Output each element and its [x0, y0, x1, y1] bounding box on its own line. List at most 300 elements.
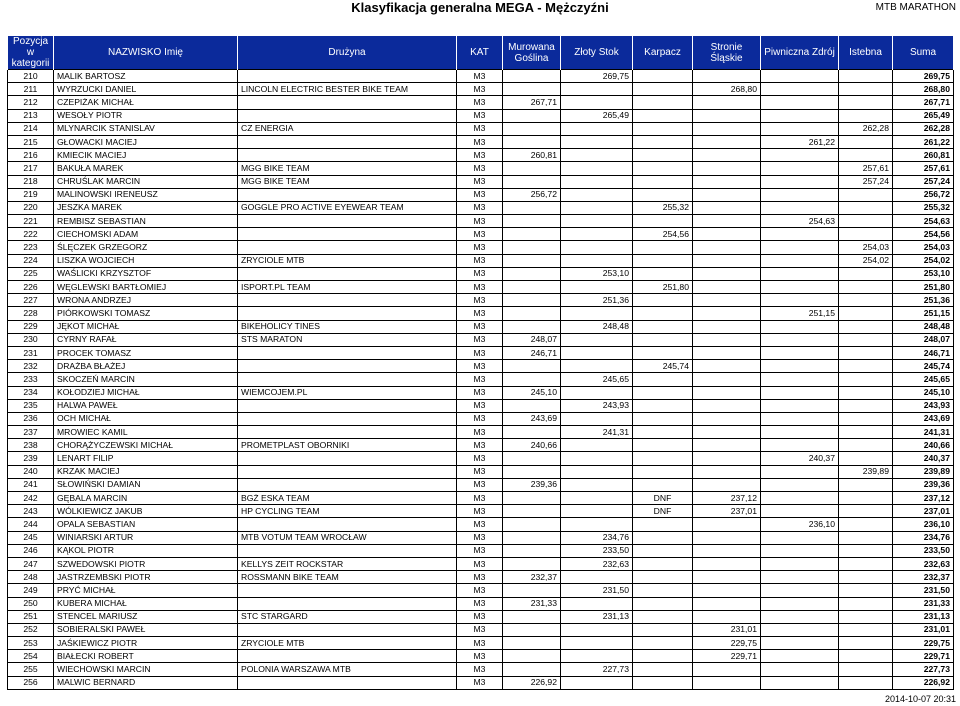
table-cell — [503, 663, 561, 676]
table-cell — [633, 584, 693, 597]
table-row — [8, 505, 954, 518]
table-cell: KMIECIK MACIEJ — [54, 149, 238, 162]
table-cell — [693, 254, 761, 267]
table-cell: 250 — [8, 597, 54, 610]
table-cell: 233,50 — [893, 544, 954, 557]
table-cell: 246,71 — [893, 346, 954, 359]
table-cell: WYRZUCKI DANIEL — [54, 83, 238, 96]
table-cell — [633, 188, 693, 201]
table-cell: 237,12 — [693, 492, 761, 505]
table-cell: M3 — [457, 294, 503, 307]
table-cell — [693, 531, 761, 544]
table-cell: 248,48 — [561, 320, 633, 333]
table-cell — [761, 584, 839, 597]
table-cell — [503, 254, 561, 267]
table-cell — [761, 267, 839, 280]
table-cell: WĘGLEWSKI BARTŁOMIEJ — [54, 281, 238, 294]
table-cell: 243,93 — [893, 399, 954, 412]
table-cell — [238, 241, 457, 254]
table-cell — [761, 175, 839, 188]
table-cell: 248 — [8, 571, 54, 584]
table-row — [8, 399, 954, 412]
table-cell: PRYĆ MICHAŁ — [54, 584, 238, 597]
table-cell — [561, 412, 633, 425]
table-cell: 254,02 — [893, 254, 954, 267]
table-cell: WIECHOWSKI MARCIN — [54, 663, 238, 676]
table-cell: 254,56 — [893, 228, 954, 241]
table-cell: CHRUŚLAK MARCIN — [54, 175, 238, 188]
table-cell — [238, 399, 457, 412]
table-cell — [761, 333, 839, 346]
table-cell — [693, 228, 761, 241]
column-header: Piwniczna Zdrój — [761, 36, 839, 70]
table-cell: 267,71 — [893, 96, 954, 109]
table-cell: 261,22 — [761, 135, 839, 148]
table-cell — [238, 307, 457, 320]
table-cell: 239,89 — [839, 465, 893, 478]
table-cell — [761, 439, 839, 452]
table-cell — [238, 452, 457, 465]
table-cell — [761, 412, 839, 425]
table-row — [8, 254, 954, 267]
table-cell: JĘKOT MICHAŁ — [54, 320, 238, 333]
table-cell: PIÓRKOWSKI TOMASZ — [54, 307, 238, 320]
table-cell — [693, 96, 761, 109]
table-row — [8, 360, 954, 373]
table-cell: 237 — [8, 426, 54, 439]
column-header: Drużyna — [238, 36, 457, 70]
table-row — [8, 281, 954, 294]
table-row — [8, 307, 954, 320]
table-cell: PROMETPLAST OBORNIKI — [238, 439, 457, 452]
table-cell: M3 — [457, 281, 503, 294]
table-cell: WÓLKIEWICZ JAKUB — [54, 505, 238, 518]
table-cell — [238, 188, 457, 201]
table-cell — [761, 188, 839, 201]
table-cell: KELLYS ZEIT ROCKSTAR — [238, 557, 457, 570]
table-cell — [761, 465, 839, 478]
table-cell: 256,72 — [893, 188, 954, 201]
table-cell: ŚLĘCZEK GRZEGORZ — [54, 241, 238, 254]
table-cell — [633, 412, 693, 425]
table-cell — [633, 162, 693, 175]
column-header: Murowana Goślina — [503, 36, 561, 70]
table-cell — [633, 96, 693, 109]
table-cell: 224 — [8, 254, 54, 267]
table-cell: HALWA PAWEŁ — [54, 399, 238, 412]
table-cell: STC STARGARD — [238, 610, 457, 623]
table-cell — [761, 96, 839, 109]
table-cell — [561, 637, 633, 650]
table-cell: M3 — [457, 531, 503, 544]
table-cell: M3 — [457, 623, 503, 636]
table-cell — [238, 360, 457, 373]
column-header: Pozycja w kategorii — [8, 36, 54, 70]
table-cell — [693, 122, 761, 135]
table-cell: 261,22 — [893, 135, 954, 148]
table-cell — [561, 360, 633, 373]
table-cell — [839, 267, 893, 280]
table-cell: 211 — [8, 83, 54, 96]
table-cell — [839, 109, 893, 122]
table-cell — [761, 254, 839, 267]
table-cell — [633, 70, 693, 83]
table-cell — [561, 676, 633, 689]
table-row — [8, 175, 954, 188]
table-cell — [503, 452, 561, 465]
table-cell — [503, 610, 561, 623]
table-cell — [839, 571, 893, 584]
table-cell — [761, 676, 839, 689]
table-cell — [761, 557, 839, 570]
table-cell: 245,10 — [503, 386, 561, 399]
table-cell — [839, 215, 893, 228]
table-cell — [633, 637, 693, 650]
table-row — [8, 320, 954, 333]
table-cell — [761, 241, 839, 254]
table-cell — [839, 228, 893, 241]
table-row — [8, 492, 954, 505]
table-cell — [238, 109, 457, 122]
table-cell: 212 — [8, 96, 54, 109]
table-row — [8, 637, 954, 650]
table-cell: 237,01 — [693, 505, 761, 518]
table-cell — [633, 373, 693, 386]
table-cell — [839, 557, 893, 570]
table-cell: 230 — [8, 333, 54, 346]
table-cell — [633, 544, 693, 557]
table-cell: CZ ENERGIA — [238, 122, 457, 135]
table-cell — [839, 610, 893, 623]
table-cell — [839, 623, 893, 636]
table-cell — [561, 333, 633, 346]
table-cell: 233,50 — [561, 544, 633, 557]
table-cell — [761, 346, 839, 359]
table-row — [8, 465, 954, 478]
table-cell: M3 — [457, 412, 503, 425]
column-header: Karpacz — [633, 36, 693, 70]
table-cell: M3 — [457, 307, 503, 320]
table-cell — [693, 149, 761, 162]
table-cell — [633, 426, 693, 439]
table-cell — [238, 544, 457, 557]
table-cell: 262,28 — [839, 122, 893, 135]
brand-label: MTB MARATHON — [875, 2, 956, 13]
table-cell — [633, 241, 693, 254]
table-cell: M3 — [457, 505, 503, 518]
table-cell: MLYNARCIK STANISLAV — [54, 122, 238, 135]
table-cell: 260,81 — [503, 149, 561, 162]
table-cell: BIKEHOLICY TINES — [238, 320, 457, 333]
table-cell: 232,63 — [561, 557, 633, 570]
table-cell: 239,36 — [503, 478, 561, 491]
table-cell: M3 — [457, 96, 503, 109]
table-row — [8, 584, 954, 597]
table-cell — [633, 307, 693, 320]
table-cell — [503, 320, 561, 333]
table-cell: M3 — [457, 610, 503, 623]
table-cell — [839, 281, 893, 294]
table-cell — [633, 399, 693, 412]
table-cell — [761, 373, 839, 386]
table-cell — [561, 439, 633, 452]
table-cell: 240,66 — [893, 439, 954, 452]
table-cell — [839, 360, 893, 373]
table-row — [8, 557, 954, 570]
table-cell — [238, 676, 457, 689]
table-cell — [503, 623, 561, 636]
table-cell — [503, 531, 561, 544]
table-cell — [761, 650, 839, 663]
table-cell — [561, 346, 633, 359]
table-cell — [693, 215, 761, 228]
table-cell — [561, 254, 633, 267]
table-cell: 253,10 — [893, 267, 954, 280]
table-cell: 251,80 — [893, 281, 954, 294]
table-cell — [561, 135, 633, 148]
table-cell: M3 — [457, 109, 503, 122]
table-row — [8, 135, 954, 148]
table-cell: 229,75 — [693, 637, 761, 650]
table-cell: 239 — [8, 452, 54, 465]
table-cell — [693, 360, 761, 373]
table-cell: KĄKOL PIOTR — [54, 544, 238, 557]
table-cell — [693, 267, 761, 280]
table-cell: 247 — [8, 557, 54, 570]
table-row — [8, 346, 954, 359]
table-cell: 252 — [8, 623, 54, 636]
table-cell — [633, 149, 693, 162]
table-cell: 241 — [8, 478, 54, 491]
table-cell — [561, 228, 633, 241]
table-cell: KUBERA MICHAŁ — [54, 597, 238, 610]
table-row — [8, 452, 954, 465]
table-cell: M3 — [457, 254, 503, 267]
table-row — [8, 201, 954, 214]
table-cell — [839, 439, 893, 452]
column-header: Istebna — [839, 36, 893, 70]
table-cell — [839, 584, 893, 597]
table-cell — [839, 188, 893, 201]
table-cell — [693, 610, 761, 623]
table-cell — [561, 518, 633, 531]
table-cell — [839, 637, 893, 650]
table-cell — [633, 333, 693, 346]
table-cell: BIAŁECKI ROBERT — [54, 650, 238, 663]
table-cell: 232,37 — [893, 571, 954, 584]
table-cell: 245,65 — [561, 373, 633, 386]
table-cell: MGG BIKE TEAM — [238, 175, 457, 188]
table-cell: DNF — [633, 505, 693, 518]
table-cell: 229,71 — [893, 650, 954, 663]
table-cell: BGŻ ESKA TEAM — [238, 492, 457, 505]
table-cell: M3 — [457, 122, 503, 135]
table-cell — [839, 83, 893, 96]
table-cell — [503, 360, 561, 373]
table-cell — [693, 439, 761, 452]
table-cell: 229 — [8, 320, 54, 333]
table-cell — [503, 492, 561, 505]
table-row — [8, 294, 954, 307]
table-cell — [693, 346, 761, 359]
table-cell: 245,74 — [893, 360, 954, 373]
table-cell: 251,15 — [893, 307, 954, 320]
table-cell: 256 — [8, 676, 54, 689]
table-cell: 220 — [8, 201, 54, 214]
table-cell — [561, 452, 633, 465]
table-cell: M3 — [457, 373, 503, 386]
table-cell — [839, 544, 893, 557]
table-cell — [761, 610, 839, 623]
table-cell — [238, 518, 457, 531]
table-cell: 243,69 — [503, 412, 561, 425]
table-cell: LENART FILIP — [54, 452, 238, 465]
table-cell: 240 — [8, 465, 54, 478]
table-cell: OCH MICHAŁ — [54, 412, 238, 425]
table-cell — [693, 544, 761, 557]
table-cell: 248,07 — [893, 333, 954, 346]
table-cell: 223 — [8, 241, 54, 254]
table-cell: 240,37 — [893, 452, 954, 465]
table-cell — [693, 241, 761, 254]
table-cell: CHORĄŻYCZEWSKI MICHAŁ — [54, 439, 238, 452]
table-row — [8, 267, 954, 280]
table-cell — [633, 676, 693, 689]
table-cell — [839, 294, 893, 307]
table-cell: M3 — [457, 83, 503, 96]
table-row — [8, 610, 954, 623]
table-cell: 251,80 — [633, 281, 693, 294]
table-row — [8, 96, 954, 109]
table-cell: MALINOWSKI IRENEUSZ — [54, 188, 238, 201]
table-row — [8, 544, 954, 557]
table-cell — [693, 426, 761, 439]
table-cell: 260,81 — [893, 149, 954, 162]
table-cell: 221 — [8, 215, 54, 228]
table-cell: 225 — [8, 267, 54, 280]
table-cell: M3 — [457, 346, 503, 359]
table-cell: 254,56 — [633, 228, 693, 241]
table-cell — [238, 373, 457, 386]
table-cell — [839, 663, 893, 676]
table-cell — [633, 135, 693, 148]
table-cell: M3 — [457, 584, 503, 597]
table-cell: 256,72 — [503, 188, 561, 201]
column-header: KAT — [457, 36, 503, 70]
table-cell — [761, 149, 839, 162]
table-cell — [633, 175, 693, 188]
table-cell: 243 — [8, 505, 54, 518]
table-cell — [633, 571, 693, 584]
table-cell — [561, 465, 633, 478]
table-cell — [693, 663, 761, 676]
table-cell: M3 — [457, 267, 503, 280]
table-cell — [238, 228, 457, 241]
table-cell: WINIARSKI ARTUR — [54, 531, 238, 544]
timestamp: 2014-10-07 20:31 — [884, 694, 956, 704]
table-cell: 269,75 — [561, 70, 633, 83]
table-row — [8, 597, 954, 610]
table-cell: M3 — [457, 241, 503, 254]
table-cell: 213 — [8, 109, 54, 122]
table-cell — [238, 346, 457, 359]
table-cell — [693, 294, 761, 307]
table-row — [8, 663, 954, 676]
table-cell: 251,36 — [561, 294, 633, 307]
table-cell — [761, 531, 839, 544]
table-cell: 254,63 — [761, 215, 839, 228]
table-cell — [503, 70, 561, 83]
table-cell: 251 — [8, 610, 54, 623]
table-cell: GŁOWACKI MACIEJ — [54, 135, 238, 148]
table-cell: 229,75 — [893, 637, 954, 650]
table-cell — [561, 281, 633, 294]
table-cell — [238, 623, 457, 636]
table-cell: GOGGLE PRO ACTIVE EYEWEAR TEAM — [238, 201, 457, 214]
table-cell — [503, 175, 561, 188]
table-cell: M3 — [457, 650, 503, 663]
table-cell — [839, 386, 893, 399]
table-cell: WAŚLICKI KRZYSZTOF — [54, 267, 238, 280]
table-cell — [561, 149, 633, 162]
table-cell — [839, 307, 893, 320]
table-cell — [761, 83, 839, 96]
table-cell: 229,71 — [693, 650, 761, 663]
table-cell — [238, 70, 457, 83]
table-cell: 267,71 — [503, 96, 561, 109]
table-cell — [693, 478, 761, 491]
table-row — [8, 518, 954, 531]
table-cell: 217 — [8, 162, 54, 175]
table-cell: 246,71 — [503, 346, 561, 359]
table-cell: M3 — [457, 518, 503, 531]
table-cell — [761, 544, 839, 557]
table-cell: JAŚKIEWICZ PIOTR — [54, 637, 238, 650]
table-cell: 231,50 — [893, 584, 954, 597]
table-cell: 235 — [8, 399, 54, 412]
table-cell: POLONIA WARSZAWA MTB — [238, 663, 457, 676]
table-cell: CZEPIŻAK MICHAŁ — [54, 96, 238, 109]
table-cell — [238, 135, 457, 148]
table-cell: 234,76 — [561, 531, 633, 544]
table-cell — [561, 386, 633, 399]
table-cell: 240,37 — [761, 452, 839, 465]
table-cell — [761, 492, 839, 505]
table-cell: M3 — [457, 465, 503, 478]
results-table — [7, 36, 954, 690]
table-cell: 238 — [8, 439, 54, 452]
table-cell — [503, 557, 561, 570]
table-row — [8, 386, 954, 399]
table-cell: M3 — [457, 360, 503, 373]
table-cell — [693, 320, 761, 333]
table-cell: WRONA ANDRZEJ — [54, 294, 238, 307]
table-row — [8, 373, 954, 386]
table-cell: M3 — [457, 663, 503, 676]
table-cell — [238, 478, 457, 491]
table-cell — [839, 597, 893, 610]
table-cell — [839, 399, 893, 412]
table-cell — [561, 162, 633, 175]
table-cell: 254,03 — [893, 241, 954, 254]
table-cell — [561, 201, 633, 214]
table-cell: ROSSMANN BIKE TEAM — [238, 571, 457, 584]
table-cell — [238, 426, 457, 439]
table-cell: 254,63 — [893, 215, 954, 228]
table-cell — [633, 623, 693, 636]
table-cell — [693, 188, 761, 201]
table-cell — [561, 175, 633, 188]
